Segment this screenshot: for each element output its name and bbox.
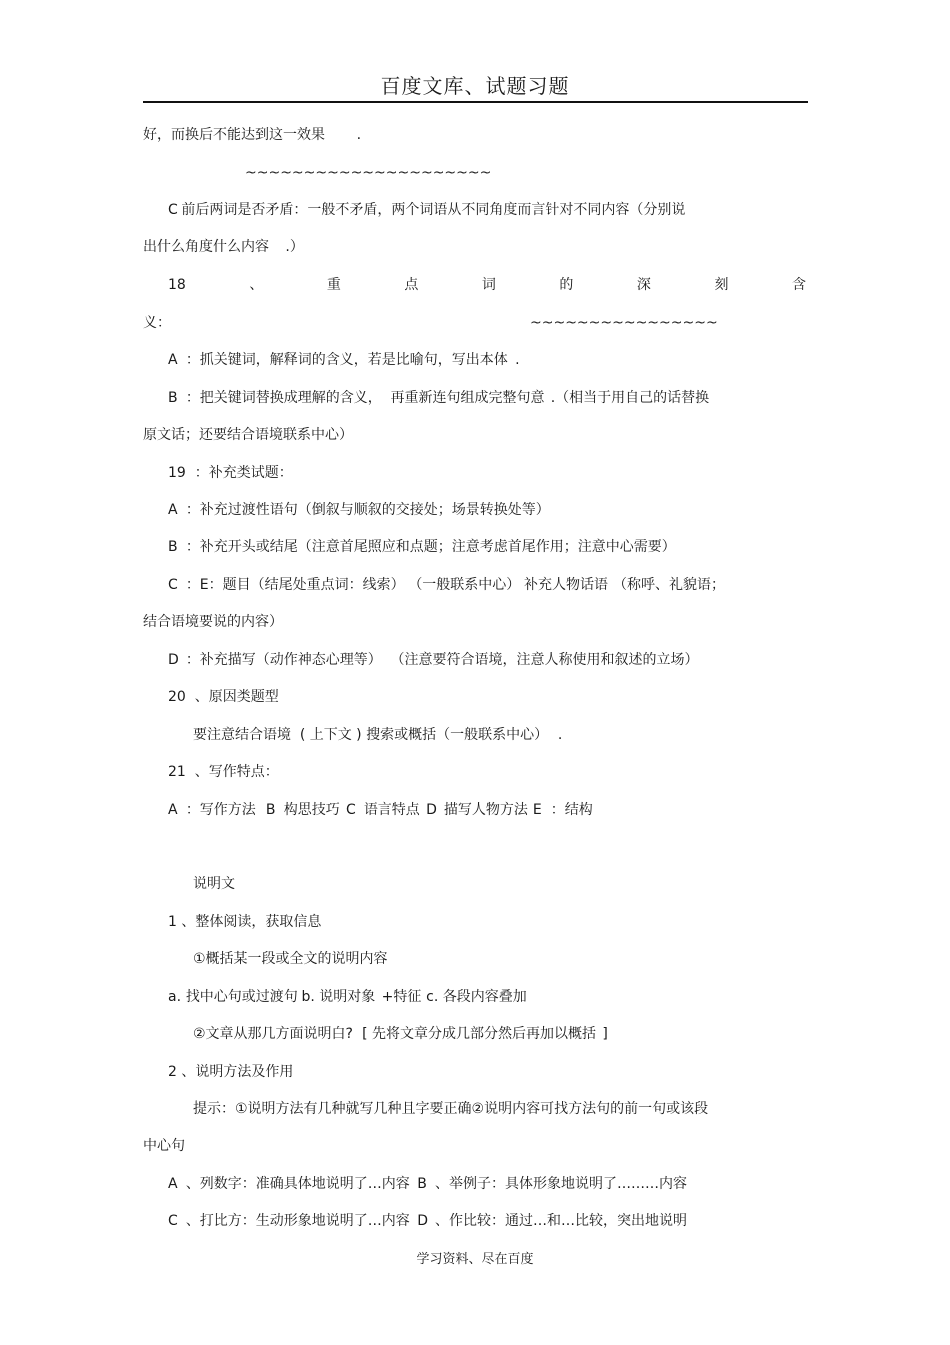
header-divider	[143, 101, 808, 103]
text-line: D ：补充描写（动作神态心理等） （注意要符合语境，注意人称使用和叙述的立场）	[168, 652, 699, 668]
spread-char: 18	[168, 277, 186, 293]
spread-heading-18	[168, 275, 806, 295]
text-line: 要注意结合语境 ( 上下文 ) 搜索或概括（一般联系中心） .	[193, 727, 563, 743]
text-line: 1 、整体阅读，获取信息	[168, 914, 322, 930]
text-line: C 、打比方：生动形象地说明了…内容 D 、作比较：通过…和…比较，突出地说明	[168, 1213, 688, 1229]
text-line: ①概括某一段或全文的说明内容	[193, 951, 388, 967]
text-line: 2 、说明方法及作用	[168, 1064, 294, 1080]
text-line: 提示：①说明方法有几种就写几种且字要正确②说明内容可找方法句的前一句或该段	[193, 1101, 709, 1117]
spread-char: 重	[326, 277, 341, 293]
text-line: C 前后两词是否矛盾：一般不矛盾，两个词语从不同角度而言针对不同内容（分别说	[168, 202, 686, 218]
text-line: ②文章从那几方面说明白? [ 先将文章分成几部分然后再加以概括 ]	[193, 1026, 608, 1042]
spread-char: 的	[559, 277, 574, 293]
text-line: B ：把关键词替换成理解的含义， 再重新连句组成完整句意 .（相当于用自己的话替换	[168, 390, 710, 406]
text-line: C ：E：题目（结尾处重点词：线索） （一般联系中心） 补充人物话语 （称呼、礼貌语；	[168, 577, 726, 593]
spread-char: 含	[791, 277, 806, 293]
text-line: 好，而换后不能达到这一效果 .	[143, 127, 362, 143]
text-line: a. 找中心句或过渡句 b. 说明对象 +特征 c. 各段内容叠加	[168, 989, 527, 1005]
text-line: 中心句	[143, 1138, 185, 1154]
spread-char: 点	[404, 277, 419, 293]
page-header-title: 百度文库、试题习题	[380, 74, 570, 98]
text-line: A ：写作方法 B 构思技巧 C 语言特点 D 描写人物方法 E ：结构	[168, 802, 593, 818]
wavy-underline: ~~~~~~~~~~~~~~~~~~~~~	[245, 165, 492, 181]
text-line: A ：补充过渡性语句（倒叙与顺叙的交接处；场景转换处等）	[168, 502, 550, 518]
text-line: 结合语境要说的内容）	[143, 614, 283, 630]
text-line: 义：	[143, 315, 171, 331]
section-heading: 说明文	[193, 876, 235, 892]
text-line: A 、列数字：准确具体地说明了…内容 B 、举例子：具体形象地说明了………内容	[168, 1176, 688, 1192]
text-line: 19 ：补充类试题：	[168, 465, 293, 481]
text-line: 21 、写作特点：	[168, 764, 279, 780]
spread-char: 刻	[714, 277, 729, 293]
spread-char: 词	[481, 277, 496, 293]
text-line: B ：补充开头或结尾（注意首尾照应和点题；注意考虑首尾作用；注意中心需要）	[168, 539, 676, 555]
text-line: A ：抓关键词，解释词的含义，若是比喻句，写出本体 .	[168, 352, 520, 368]
text-line: 20 、原因类题型	[168, 689, 279, 705]
spread-char: 、	[249, 277, 264, 293]
text-line: 原文话；还要结合语境联系中心）	[143, 427, 353, 443]
spread-char: 深	[636, 277, 651, 293]
page-footer: 学习资料、尽在百度	[416, 1252, 534, 1267]
text-line: 出什么角度什么内容 .）	[143, 239, 304, 255]
wavy-underline: ~~~~~~~~~~~~~~~~	[530, 315, 718, 331]
